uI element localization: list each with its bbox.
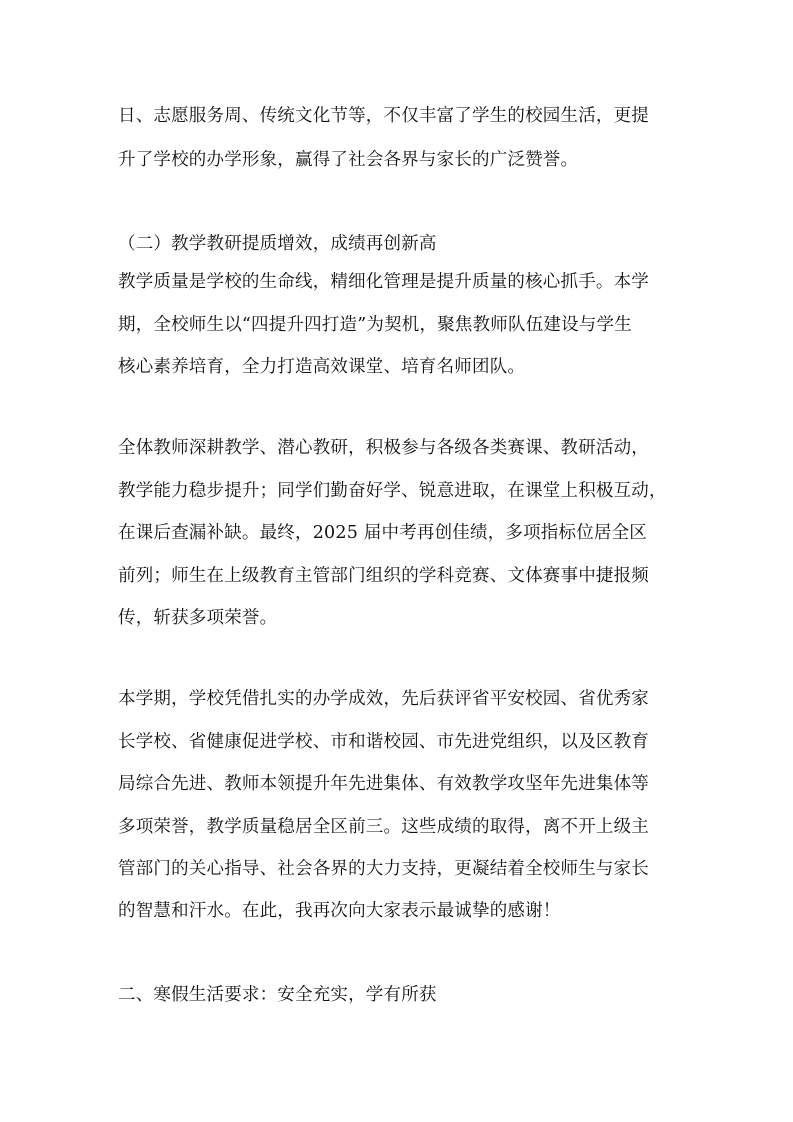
- paragraph-line: 教学能力稳步提升；同学们勤奋好学、锐意进取，在课堂上积极互动，: [118, 481, 667, 501]
- paragraph-line: 本学期，学校凭借扎实的办学成效，先后获评省平安校园、省优秀家: [118, 689, 649, 709]
- paragraph-line: 的智慧和汗水。在此，我再次向大家表示最诚挚的感谢！: [118, 901, 561, 921]
- paragraph-line: 局综合先进、教师本领提升年先进集体、有效教学攻坚年先进集体等: [118, 774, 649, 794]
- paragraph-line: 升了学校的办学形象，赢得了社会各界与家长的广泛赞誉。: [118, 150, 579, 170]
- paragraph-line: 日、志愿服务周、传统文化节等，不仅丰富了学生的校园生活，更提: [118, 106, 649, 126]
- paragraph-line: 期，全校师生以“四提升四打造”为契机，聚焦教师队伍建设与学生: [118, 315, 632, 335]
- paragraph-line: 长学校、省健康促进学校、市和谐校园、市先进党组织，以及区教育: [118, 732, 649, 752]
- paragraph-line: 核心素养培育，全力打造高效课堂、培育名师团队。: [118, 357, 526, 377]
- section-heading: 二、寒假生活要求：安全充实，学有所获: [118, 985, 437, 1005]
- section-heading: （二）教学教研提质增效，成绩再创新高: [118, 234, 437, 254]
- paragraph-line: 管部门的关心指导、社会各界的大力支持，更凝结着全校师生与家长: [118, 859, 649, 879]
- paragraph-line: 全体教师深耕教学、潜心教研，积极参与各级各类赛课、教研活动，: [118, 438, 649, 458]
- paragraph-line: 在课后查漏补缺。最终，2025 届中考再创佳绩，多项指标位居全区: [118, 523, 647, 543]
- paragraph-line: 教学质量是学校的生命线，精细化管理是提升质量的核心抓手。本学: [118, 272, 649, 292]
- paragraph-line: 前列；师生在上级教育主管部门组织的学科竞赛、文体赛事中捷报频: [118, 566, 649, 586]
- paragraph-line: 多项荣誉，教学质量稳居全区前三。这些成绩的取得，离不开上级主: [118, 817, 649, 837]
- paragraph-line: 传，斩获多项荣誉。: [118, 608, 278, 628]
